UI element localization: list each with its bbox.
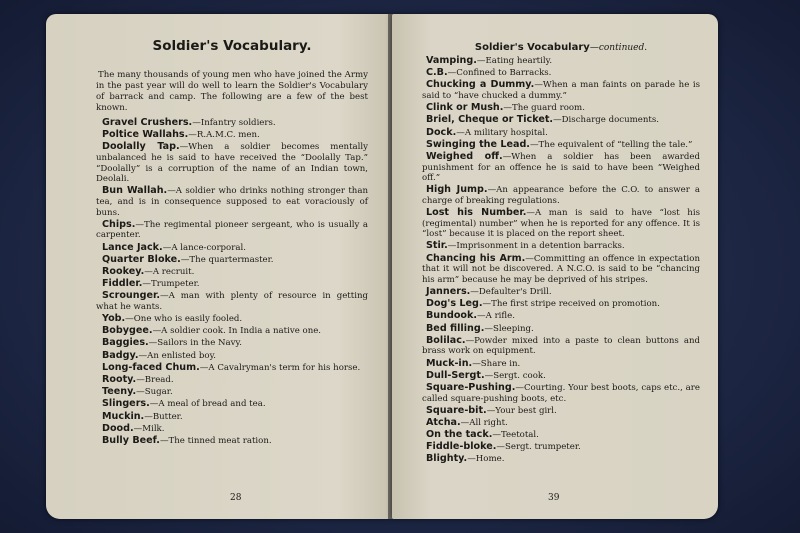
vocabulary-term: Fiddle-bloke. xyxy=(426,441,497,453)
vocabulary-definition: —Teetotal. xyxy=(492,430,539,441)
vocabulary-entry xyxy=(96,220,368,241)
vocabulary-entry xyxy=(422,140,700,151)
vocabulary-definition: —A Cavalryman's term for his horse. xyxy=(199,362,361,373)
vocabulary-term: Slingers. xyxy=(102,398,150,410)
vocabulary-entry xyxy=(422,185,700,206)
vocabulary-term: Dog's Leg. xyxy=(426,298,483,310)
vocabulary-term: Chucking a Dummy. xyxy=(426,79,535,91)
vocabulary-list-left xyxy=(96,118,368,447)
vocabulary-term: Bolilac. xyxy=(426,334,466,346)
vocabulary-term: Stir. xyxy=(426,240,448,252)
vocabulary-definition: —The first stripe received on promotion. xyxy=(482,299,660,310)
vocabulary-definition: —The tinned meat ration. xyxy=(159,435,272,446)
vocabulary-term: Atcha. xyxy=(426,416,461,428)
vocabulary-definition: —A military hospital. xyxy=(456,127,548,138)
vocabulary-definition: —When a soldier has been awarded punishment for an offence he is said to have been “Weighed off.” xyxy=(422,151,700,184)
vocabulary-definition: —Home. xyxy=(467,454,505,465)
vocabulary-entry xyxy=(422,336,700,357)
vocabulary-term: Rooty. xyxy=(102,373,137,385)
vocabulary-definition: —Courting. Your best boots, caps etc., are called square-pushing boots, etc. xyxy=(422,382,700,404)
vocabulary-term: Fiddler. xyxy=(102,278,143,290)
continued-title-main: Soldier's Vocabulary xyxy=(474,42,590,53)
vocabulary-definition: —One who is easily fooled. xyxy=(125,314,243,325)
page-title: Soldier's Vocabulary. xyxy=(152,38,312,54)
vocabulary-entry xyxy=(422,406,700,417)
vocabulary-definition: —The guard room. xyxy=(503,103,585,114)
vocabulary-entry xyxy=(96,375,368,386)
vocabulary-term: Gravel Crushers. xyxy=(102,117,193,128)
vocabulary-definition: —Your best girl. xyxy=(486,405,557,416)
vocabulary-entry xyxy=(96,338,368,349)
vocabulary-entry xyxy=(96,142,368,184)
vocabulary-entry xyxy=(422,208,700,240)
vocabulary-entry xyxy=(96,363,368,374)
vocabulary-definition: —Butter. xyxy=(144,411,183,422)
vocabulary-term: Swinging the Lead. xyxy=(426,138,530,150)
vocabulary-entry xyxy=(422,371,700,382)
vocabulary-term: On the tack. xyxy=(426,429,493,441)
vocabulary-definition: —Bread. xyxy=(136,374,174,385)
vocabulary-entry xyxy=(422,299,700,310)
vocabulary-term: Long-faced Chum. xyxy=(102,361,200,373)
vocabulary-term: Lance Jack. xyxy=(102,241,163,253)
vocabulary-term: Bundook. xyxy=(426,310,478,322)
vocabulary-definition: —An enlisted boy. xyxy=(138,350,217,361)
vocabulary-term: Vamping. xyxy=(426,55,477,66)
vocabulary-definition: —The equivalent of “telling the tale.” xyxy=(529,139,693,150)
vocabulary-definition: —When a soldier becomes mentally unbalanced he is said to have received the “Doolally Tap.” “Doolally” is a corruption of the name of an Indian town, Deolali. xyxy=(96,142,369,185)
continued-title xyxy=(422,42,700,53)
vocabulary-entry xyxy=(96,314,368,325)
vocabulary-term: Teeny. xyxy=(102,386,137,398)
vocabulary-definition: —Sugar. xyxy=(136,387,173,398)
vocabulary-entry xyxy=(96,118,368,129)
vocabulary-definition: —Sailors in the Navy. xyxy=(148,338,242,349)
vocabulary-entry xyxy=(422,442,700,453)
vocabulary-definition: —A meal of bread and tea. xyxy=(149,399,266,410)
vocabulary-entry xyxy=(422,454,700,465)
vocabulary-entry xyxy=(96,291,368,312)
vocabulary-term: C.B. xyxy=(426,67,448,79)
right-page xyxy=(392,14,718,519)
vocabulary-entry xyxy=(96,186,368,218)
vocabulary-definition: —A man is said to have “lost his (regimental) number” when he is reported for any offence. It is “lost” because it is placed on the report sheet. xyxy=(422,208,700,240)
vocabulary-list-right xyxy=(422,56,700,465)
vocabulary-entry xyxy=(96,130,368,141)
vocabulary-definition: —A soldier who drinks nothing stronger than tea, and is in consequence supposed to eat voraciously of buns. xyxy=(96,186,368,218)
vocabulary-definition: —A lance-corporal. xyxy=(162,242,246,253)
vocabulary-term: Poltice Wallahs. xyxy=(102,129,189,141)
vocabulary-entry xyxy=(422,430,700,441)
vocabulary-entry xyxy=(422,287,700,298)
vocabulary-definition: —The quartermaster. xyxy=(180,254,274,265)
vocabulary-entry xyxy=(422,80,700,101)
vocabulary-definition: —Defaulter's Drill. xyxy=(470,287,552,297)
vocabulary-entry xyxy=(422,68,700,79)
vocabulary-entry xyxy=(422,383,700,404)
vocabulary-term: Dull-Sergt. xyxy=(426,369,485,381)
vocabulary-term: Bun Wallah. xyxy=(102,185,168,197)
intro-paragraph: The many thousands of young men who have joined the Army in the past year will do well to learn the Soldier's Vocabulary of barrack and camp. The following are a few of the best known. xyxy=(96,70,368,113)
vocabulary-definition: —Milk. xyxy=(133,423,165,434)
vocabulary-term: Chancing his Arm. xyxy=(426,252,526,264)
vocabulary-entry xyxy=(422,103,700,114)
vocabulary-entry xyxy=(96,326,368,337)
vocabulary-entry xyxy=(96,436,368,447)
vocabulary-entry xyxy=(422,241,700,252)
vocabulary-term: Weighed off. xyxy=(426,150,503,162)
vocabulary-term: Square-bit. xyxy=(426,404,487,416)
vocabulary-entry xyxy=(96,412,368,423)
vocabulary-definition: —Sergt. trumpeter. xyxy=(496,442,581,453)
vocabulary-definition: —A recruit. xyxy=(144,266,195,277)
vocabulary-term: Bobygee. xyxy=(102,325,153,337)
vocabulary-definition: —The regimental pioneer sergeant, who is usually a carpenter. xyxy=(96,219,368,241)
vocabulary-term: Dock. xyxy=(426,126,457,138)
vocabulary-entry xyxy=(96,279,368,290)
vocabulary-term: Bully Beef. xyxy=(102,434,160,446)
vocabulary-entry xyxy=(96,243,368,254)
vocabulary-definition: —Sleeping. xyxy=(484,323,534,334)
page-number-right: 39 xyxy=(548,493,560,503)
vocabulary-definition: —Powder mixed into a paste to clean buttons and brass work on equipment. xyxy=(422,335,700,357)
vocabulary-entry xyxy=(422,418,700,429)
vocabulary-definition: —When a man faints on parade he is said to “have chucked a dummy.” xyxy=(422,80,700,101)
vocabulary-definition: —Trumpeter. xyxy=(142,279,200,290)
vocabulary-term: High Jump. xyxy=(426,184,488,196)
vocabulary-term: Rookey. xyxy=(102,265,145,277)
vocabulary-definition: —A soldier cook. In India a native one. xyxy=(152,326,322,337)
vocabulary-term: Badgy. xyxy=(102,349,139,361)
vocabulary-definition: —Infantry soldiers. xyxy=(192,118,276,128)
vocabulary-term: Quarter Bloke. xyxy=(102,253,181,265)
vocabulary-entry xyxy=(422,324,700,335)
vocabulary-term: Dood. xyxy=(102,422,134,434)
vocabulary-entry xyxy=(422,128,700,139)
continued-title-suffix: —continued. xyxy=(589,43,648,53)
page-number-left: 28 xyxy=(230,493,242,503)
vocabulary-entry xyxy=(422,152,700,184)
vocabulary-term: Clink or Mush. xyxy=(426,102,504,114)
vocabulary-term: Muckin. xyxy=(102,410,145,422)
vocabulary-entry xyxy=(422,56,700,67)
vocabulary-definition: —A rifle. xyxy=(477,311,515,322)
vocabulary-entry xyxy=(96,267,368,278)
vocabulary-definition: —Confined to Barracks. xyxy=(447,68,552,79)
vocabulary-term: Blighty. xyxy=(426,453,468,465)
vocabulary-definition: —All right. xyxy=(460,417,508,428)
vocabulary-entry xyxy=(422,115,700,126)
right-page-content xyxy=(422,42,700,467)
left-page-content xyxy=(96,38,368,448)
vocabulary-term: Bed filling. xyxy=(426,322,485,334)
vocabulary-term: Briel, Cheque or Ticket. xyxy=(426,114,554,126)
vocabulary-term: Lost his Number. xyxy=(426,207,527,219)
vocabulary-definition: —An appearance before the C.O. to answer a charge of breaking regulations. xyxy=(422,185,701,206)
vocabulary-term: Square-Pushing. xyxy=(426,381,516,393)
vocabulary-definition: —Share in. xyxy=(472,358,521,369)
vocabulary-definition: —Imprisonment in a detention barracks. xyxy=(447,241,625,252)
vocabulary-term: Chips. xyxy=(102,218,136,230)
vocabulary-entry xyxy=(422,359,700,370)
vocabulary-term: Muck-in. xyxy=(426,357,473,369)
vocabulary-term: Scrounger. xyxy=(102,290,160,302)
left-page xyxy=(46,14,390,519)
vocabulary-entry xyxy=(96,255,368,266)
vocabulary-term: Janners. xyxy=(426,286,471,297)
vocabulary-entry xyxy=(96,351,368,362)
vocabulary-definition: —A man with plenty of resource in getting what he wants. xyxy=(96,291,368,312)
vocabulary-entry xyxy=(422,254,700,286)
vocabulary-definition: —R.A.M.C. men. xyxy=(188,130,260,141)
vocabulary-entry xyxy=(96,424,368,435)
vocabulary-term: Baggies. xyxy=(102,337,149,349)
vocabulary-definition: —Eating heartily. xyxy=(476,56,553,66)
vocabulary-entry xyxy=(96,387,368,398)
vocabulary-definition: —Discharge documents. xyxy=(553,115,660,126)
vocabulary-term: Yob. xyxy=(102,313,126,325)
vocabulary-term: Doolally Tap. xyxy=(102,141,180,153)
vocabulary-entry xyxy=(422,311,700,322)
vocabulary-definition: —Committing an offence in expectation that it will not be discovered. A N.C.O. is said to be “chancing his arm” because he may be deprived of his stripes. xyxy=(422,253,700,285)
vocabulary-definition: —Sergt. cook. xyxy=(484,370,546,381)
vocabulary-entry xyxy=(96,399,368,410)
